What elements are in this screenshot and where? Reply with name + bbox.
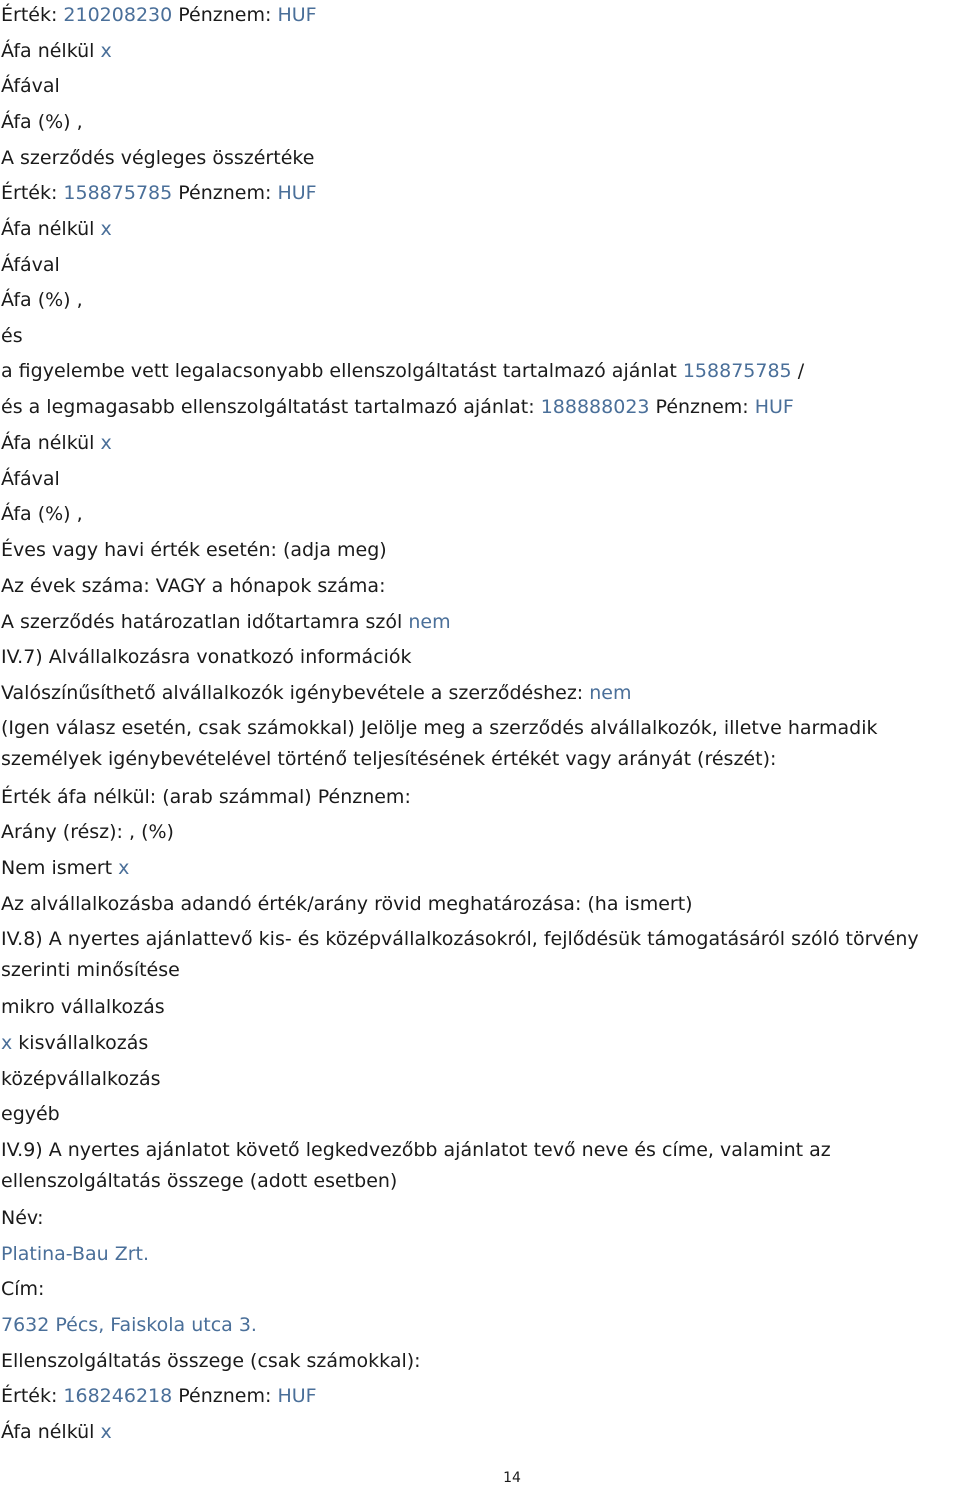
penznem-value: HUF bbox=[277, 1385, 317, 1407]
kkv-option-mikro bbox=[1, 995, 165, 1019]
penznem-value: HUF bbox=[277, 182, 317, 204]
penznem-value: HUF bbox=[277, 4, 317, 26]
vegleges-title: A szerződés végleges összértéke bbox=[1, 147, 315, 169]
afa-nelkul-line-2 bbox=[1, 217, 112, 241]
afa-pct-line-3: Áfa (%) , bbox=[1, 503, 83, 525]
ertek-value: 158875785 bbox=[63, 182, 173, 204]
kkv-option-egyeb bbox=[1, 1102, 60, 1126]
afa-nelkul-mark: x bbox=[100, 432, 112, 454]
afa-nelkul-mark: x bbox=[100, 1421, 112, 1443]
section-iv8-title: IV.8) A nyertes ajánlattevő kis- és középvállalkozásokról, fejlődésük támogatásáról szóló törvény szerinti minősítése bbox=[1, 928, 919, 981]
legalacsonyabb-label: a figyelembe vett legalacsonyabb ellenszolgáltatást tartalmazó ajánlat bbox=[1, 360, 677, 382]
kkv-label: kisvállalkozás bbox=[18, 1032, 149, 1054]
ertek-line-1 bbox=[1, 3, 317, 27]
ertek-value: 210208230 bbox=[63, 4, 173, 26]
cim-label: Cím: bbox=[1, 1278, 45, 1300]
nem-ismert-line bbox=[1, 856, 129, 880]
afaval-line-1: Áfával bbox=[1, 75, 60, 97]
afa-nelkul-label: Áfa nélkül bbox=[1, 432, 95, 454]
hatarozatlan-label: A szerződés határozatlan időtartamra szól bbox=[1, 611, 403, 633]
afa-nelkul-label: Áfa nélkül bbox=[1, 218, 95, 240]
legmagasabb-value: 188888023 bbox=[540, 396, 650, 418]
igen-valasz-paragraph: (Igen válasz esetén, csak számokkal) Jelölje meg a szerződés alvállalkozók, illetve harmadik személyek igénybevételével történő teljesítésének értékét vagy arányát (részét): bbox=[1, 717, 878, 770]
page-number: 14 bbox=[503, 1470, 521, 1486]
arany-label: Arány (rész): , (%) bbox=[1, 821, 174, 843]
afa-nelkul-label: Áfa nélkül bbox=[1, 40, 95, 62]
penznem-label: Pénznem: bbox=[178, 182, 272, 204]
valoszinu-label: Valószínűsíthető alvállalkozók igénybevétele a szerződéshez: bbox=[1, 682, 584, 704]
ertek-line-4 bbox=[1, 1384, 317, 1408]
section-iv7-title: IV.7) Alvállalkozásra vonatkozó információk bbox=[1, 646, 412, 668]
afa-nelkul-line-4 bbox=[1, 1420, 112, 1444]
hatarozatlan-line bbox=[1, 610, 451, 634]
legmagasabb-line bbox=[1, 395, 794, 419]
valoszinu-value: nem bbox=[589, 682, 632, 704]
ertek-line-2 bbox=[1, 181, 317, 205]
es-label: és bbox=[1, 325, 23, 347]
eves-havi-label: Éves vagy havi érték esetén: (adja meg) bbox=[1, 539, 387, 561]
penznem-label: Pénznem: bbox=[178, 4, 272, 26]
ertek-afa-nelkul-label: Érték áfa nélkül: (arab számmal) Pénznem: bbox=[1, 786, 411, 808]
afa-nelkul-mark: x bbox=[100, 40, 112, 62]
nem-ismert-label: Nem ismert bbox=[1, 857, 113, 879]
afa-nelkul-line-1 bbox=[1, 39, 112, 63]
afaval-line-3: Áfával bbox=[1, 468, 60, 490]
kkv-label: egyéb bbox=[1, 1103, 60, 1125]
legmagasabb-label: és a legmagasabb ellenszolgáltatást tartalmazó ajánlat: bbox=[1, 396, 535, 418]
ertek-label: Érték: bbox=[1, 182, 58, 204]
legalacsonyabb-value: 158875785 bbox=[682, 360, 792, 382]
afa-pct-line-2: Áfa (%) , bbox=[1, 289, 83, 311]
ertek-value: 168246218 bbox=[63, 1385, 173, 1407]
nev-value: Platina-Bau Zrt. bbox=[1, 1243, 150, 1265]
section-iv9-title: IV.9) A nyertes ajánlatot követő legkedvezőbb ajánlatot tevő neve és címe, valamint az ellenszolgáltatás összege (adott esetben) bbox=[1, 1139, 831, 1192]
hatarozatlan-value: nem bbox=[408, 611, 451, 633]
kkv-mark: x bbox=[1, 1032, 13, 1054]
penznem-label: Pénznem: bbox=[655, 396, 749, 418]
penznem-label: Pénznem: bbox=[178, 1385, 272, 1407]
afa-nelkul-line-3 bbox=[1, 431, 112, 455]
cim-value: 7632 Pécs, Faiskola utca 3. bbox=[1, 1314, 257, 1336]
afa-nelkul-mark: x bbox=[100, 218, 112, 240]
kkv-option-kozep bbox=[1, 1067, 161, 1091]
nev-label: Név: bbox=[1, 1207, 44, 1229]
penznem-value: HUF bbox=[754, 396, 794, 418]
legalacsonyabb-line bbox=[1, 359, 804, 383]
ellenszolg-label: Ellenszolgáltatás összege (csak számokkal): bbox=[1, 1350, 421, 1372]
afaval-line-2: Áfával bbox=[1, 254, 60, 276]
kkv-label: mikro vállalkozás bbox=[1, 996, 165, 1018]
afa-nelkul-label: Áfa nélkül bbox=[1, 1421, 95, 1443]
afa-pct-line-1: Áfa (%) , bbox=[1, 111, 83, 133]
kkv-option-kis bbox=[1, 1031, 148, 1055]
nem-ismert-mark: x bbox=[118, 857, 130, 879]
legalacsonyabb-sep: / bbox=[797, 360, 805, 382]
alvall-rovid-label: Az alvállalkozásba adandó érték/arány rövid meghatározása: (ha ismert) bbox=[1, 893, 693, 915]
kkv-label: középvállalkozás bbox=[1, 1068, 161, 1090]
ertek-label: Érték: bbox=[1, 4, 58, 26]
evek-szama-label: Az évek száma: VAGY a hónapok száma: bbox=[1, 575, 386, 597]
ertek-label: Érték: bbox=[1, 1385, 58, 1407]
valoszinu-line bbox=[1, 681, 632, 705]
